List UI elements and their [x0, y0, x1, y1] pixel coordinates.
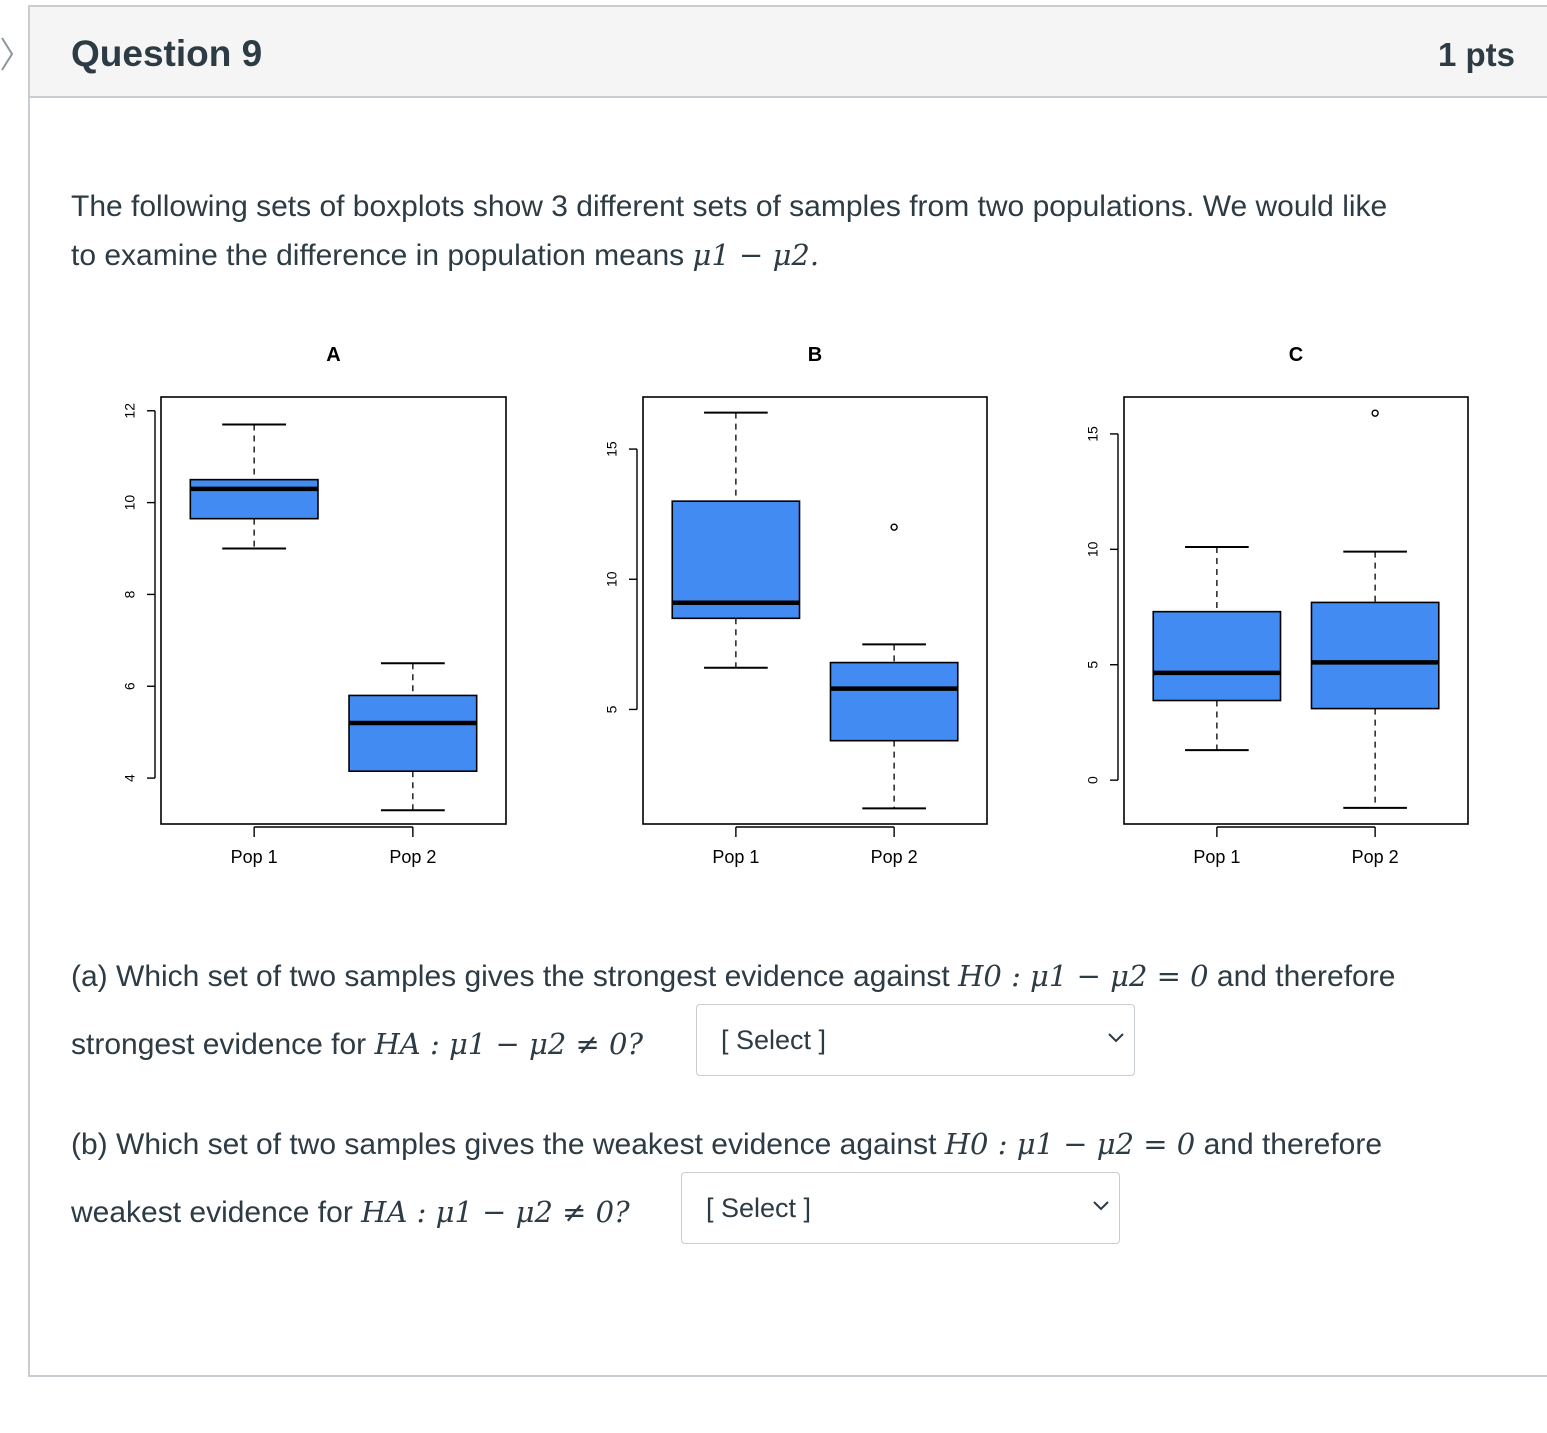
part-b-h0: H0 : μ1 − μ2 = 0	[944, 1127, 1196, 1161]
part-a-line-1	[71, 959, 1395, 994]
part-a-select[interactable]	[696, 1004, 1135, 1076]
part-b-text-2: weakest evidence for	[71, 1196, 353, 1229]
collapse-arrow-icon[interactable]	[0, 34, 16, 74]
box-iqr	[190, 480, 318, 519]
x-tick-label: Pop 1	[712, 847, 760, 867]
x-tick-label: Pop 2	[870, 847, 918, 867]
y-tick-label: 10	[121, 494, 138, 511]
intro-line-2	[71, 231, 1511, 280]
box-iqr	[1153, 612, 1280, 701]
outlier-point	[1372, 410, 1378, 416]
part-b-select-value: [ Select ]	[706, 1193, 812, 1223]
question-header	[30, 7, 1547, 98]
x-tick-label: Pop 1	[1193, 847, 1241, 867]
plot-title: C	[1288, 344, 1304, 366]
y-tick-label: 10	[1084, 541, 1101, 558]
boxplots-svg	[30, 317, 1547, 887]
y-tick-label: 10	[603, 571, 620, 588]
intro-line-2-text: to examine the difference in population means	[71, 239, 685, 272]
part-b-tail: and therefore	[1203, 1128, 1383, 1161]
y-tick-label: 15	[1084, 426, 1101, 442]
box-iqr	[1311, 602, 1438, 708]
x-tick-label: Pop 2	[1351, 847, 1399, 867]
part-a-select-value: [ Select ]	[721, 1025, 827, 1055]
part-a-text: (a) Which set of two samples gives the strongest evidence against	[71, 960, 950, 993]
x-tick-label: Pop 1	[230, 847, 278, 867]
part-a-h0: H0 : μ1 − μ2 = 0	[958, 959, 1209, 993]
plot-title: A	[326, 344, 341, 366]
plot-title: B	[807, 344, 823, 366]
y-tick-label: 5	[603, 705, 620, 714]
outlier-point	[891, 524, 897, 530]
part-b-ha: HA : μ1 − μ2 ≠ 0?	[361, 1195, 630, 1229]
part-a-text-2: strongest evidence for	[71, 1028, 367, 1061]
part-b-text: (b) Which set of two samples gives the weakest evidence against	[71, 1128, 937, 1161]
chevron-down-icon	[1091, 1199, 1111, 1213]
part-b-line-2	[71, 1195, 630, 1230]
question-title: Question 9	[71, 33, 263, 74]
box-iqr	[349, 695, 477, 771]
intro-line-1: The following sets of boxplots show 3 different sets of samples from two populations. We would like	[71, 190, 1388, 223]
y-tick-label: 0	[1084, 776, 1101, 785]
y-tick-label: 8	[121, 590, 138, 599]
part-a-ha: HA : μ1 − μ2 ≠ 0?	[374, 1027, 644, 1061]
y-tick-label: 5	[1084, 660, 1101, 669]
chevron-down-icon	[1106, 1031, 1126, 1045]
y-tick-label: 15	[603, 441, 620, 457]
y-tick-label: 4	[121, 774, 138, 782]
intro-math: μ1 − μ2.	[692, 238, 820, 272]
question-intro	[71, 183, 1511, 280]
box-iqr	[830, 663, 957, 741]
x-tick-label: Pop 2	[389, 847, 437, 867]
y-tick-label: 6	[121, 682, 138, 691]
part-b-select[interactable]	[681, 1172, 1120, 1244]
part-b-line-1	[71, 1127, 1382, 1162]
boxplots-figure	[30, 317, 1547, 892]
question-card	[28, 5, 1547, 1377]
y-tick-label: 12	[121, 402, 138, 419]
part-a-line-2	[71, 1027, 643, 1062]
part-a-tail: and therefore	[1216, 960, 1396, 993]
question-points: 1 pts	[1437, 36, 1515, 73]
